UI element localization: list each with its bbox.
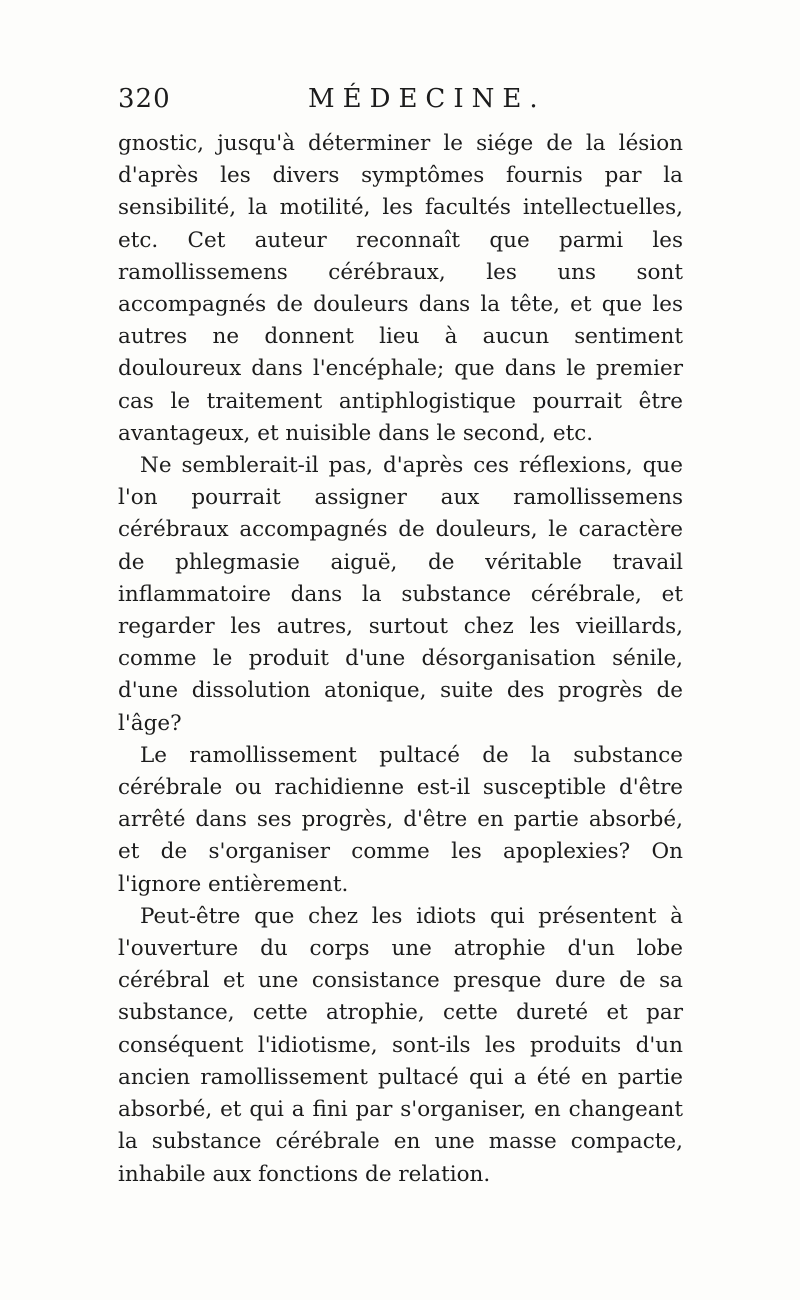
page-number: 320 — [118, 84, 171, 114]
paragraph: Le ramollissement pultacé de la substance cérébrale ou rachidienne est-il susceptible d'être arrêté dans ses progrès, d'être en partie absorbé, et de s'organiser comme les apoplexies? On l'ignore entièrement. — [118, 742, 683, 897]
paragraph: Ne semblerait-il pas, d'après ces réflexions, que l'on pourrait assigner aux ramollissemens cérébraux accompagnés de douleurs, le caractère de phlegmasie aiguë, de véritable travail inflammatoire dans la substance cérébrale, et regarder les autres, surtout chez les vieillards, comme le produit d'une désorganisation sénile, d'une dissolution atonique, suite des progrès de l'âge? — [118, 453, 683, 736]
running-head — [118, 84, 678, 124]
running-title: MÉDECINE. — [308, 84, 546, 114]
paragraph: Peut-être que chez les idiots qui présentent à l'ouverture du corps une atrophie d'un lobe cérébral et une consistance presque dure de sa substance, cette atrophie, cette dureté et par conséquent l'idiotisme, sont-ils les produits d'un ancien ramollissement pultacé qui a été en partie absorbé, et qui a fini par s'organiser, en changeant la substance cérébrale en une masse compacte, inhabile aux fonctions de relation. — [118, 903, 683, 1187]
paragraph-continued: gnostic, jusqu'à déterminer le siége de la lésion d'après les divers symptômes fournis par la sensibilité, la motilité, les facultés intellectuelles, etc. Cet auteur reconnaît que parmi les ramollissemens cérébraux, les uns sont accompagnés de douleurs dans la tête, et que les autres ne donnent lieu à aucun sentiment douloureux dans l'encéphale; que dans le premier cas le traitement antiphlogistique pourrait être avantageux, et nuisible dans le second, etc. — [118, 131, 683, 446]
body-text — [118, 128, 683, 1191]
